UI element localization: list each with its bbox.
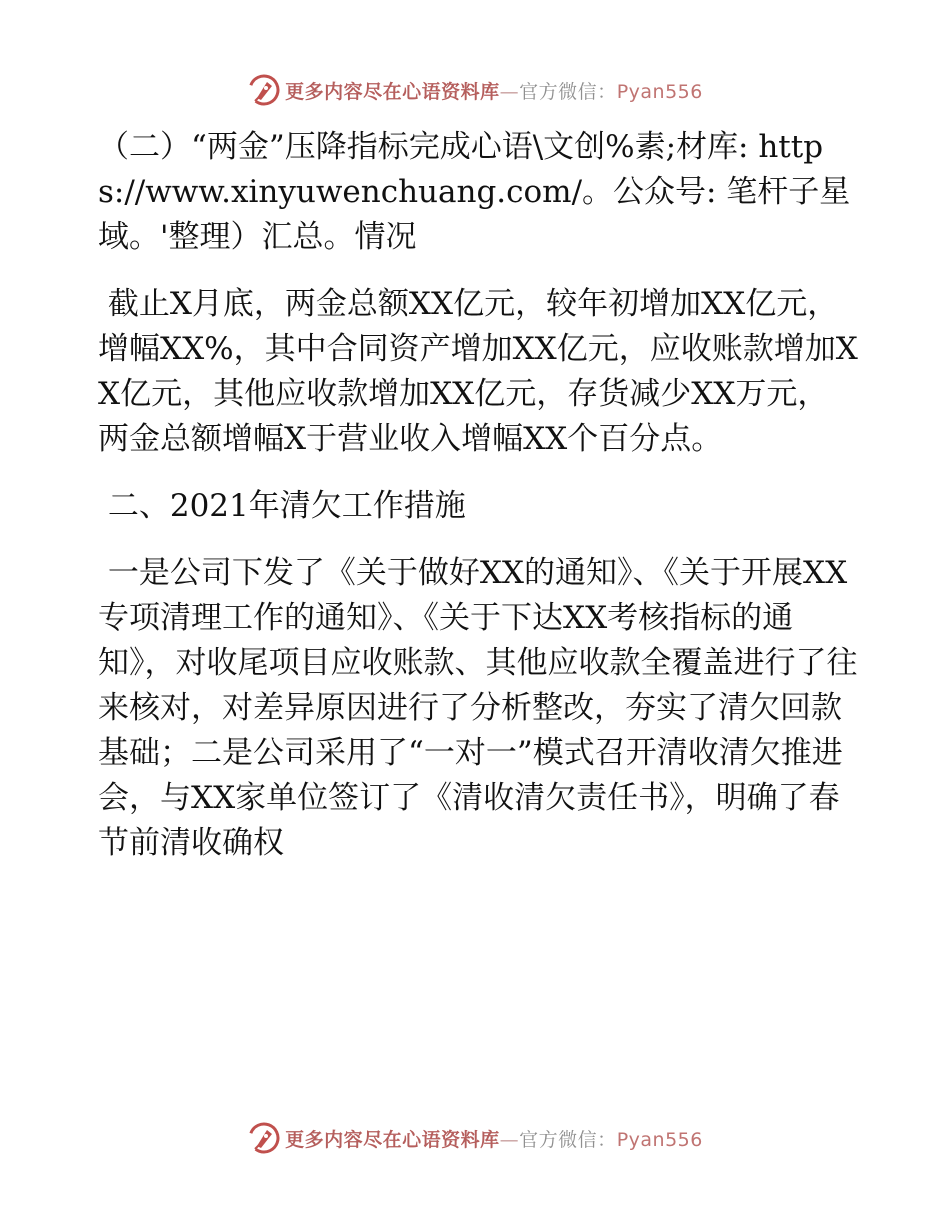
section-heading: 二、2021年清欠工作措施 xyxy=(98,488,466,524)
paragraph: 截止X月底，两金总额XX亿元，较年初增加XX亿元，增幅XX%，其中合同资产增加XX亿元，应收账款增加XX亿元，其他应收款增加XX亿元，存货减少XX万元，两金总额增幅X于营业收入增幅XX个百分点。 xyxy=(98,286,858,457)
paragraph: 一是公司下发了《关于做好XX的通知》、《关于开展XX专项清理工作的通知》、《关于下达XX考核指标的通知》，对收尾项目应收账款、其他应收款全覆盖进行了往来核对，对差异原因进行了分析整改，夯实了清欠回款基础；二是公司采用了“一对一”模式召开清收清欠推进会，与XX家单位签订了《清收清欠责任书》，明确了春节前清收确权 xyxy=(98,555,858,861)
banner-wechat-id: Pyan556 xyxy=(616,80,703,103)
banner-dash: — xyxy=(499,80,520,103)
pen-nib-logo-icon xyxy=(247,73,281,107)
pen-nib-logo-icon xyxy=(247,1121,281,1155)
document-body xyxy=(98,125,858,866)
footer-banner xyxy=(0,1118,950,1158)
banner-title: 更多内容尽在心语资料库 xyxy=(285,1128,500,1151)
section-heading: （二）“两金”压降指标完成心语\文创%素;材库: https://www.xinyuwenchuang.com/。公众号: 笔杆子星域。'整理）汇总。情况 xyxy=(98,129,851,255)
banner-title: 更多内容尽在心语资料库 xyxy=(285,80,500,103)
banner-official-label: 官方微信： xyxy=(519,1128,617,1151)
banner-official-label: 官方微信： xyxy=(519,80,617,103)
banner-text xyxy=(285,77,703,104)
header-banner xyxy=(0,70,950,110)
banner-text xyxy=(285,1125,703,1152)
banner-dash: — xyxy=(499,1128,520,1151)
banner-wechat-id: Pyan556 xyxy=(616,1128,703,1151)
